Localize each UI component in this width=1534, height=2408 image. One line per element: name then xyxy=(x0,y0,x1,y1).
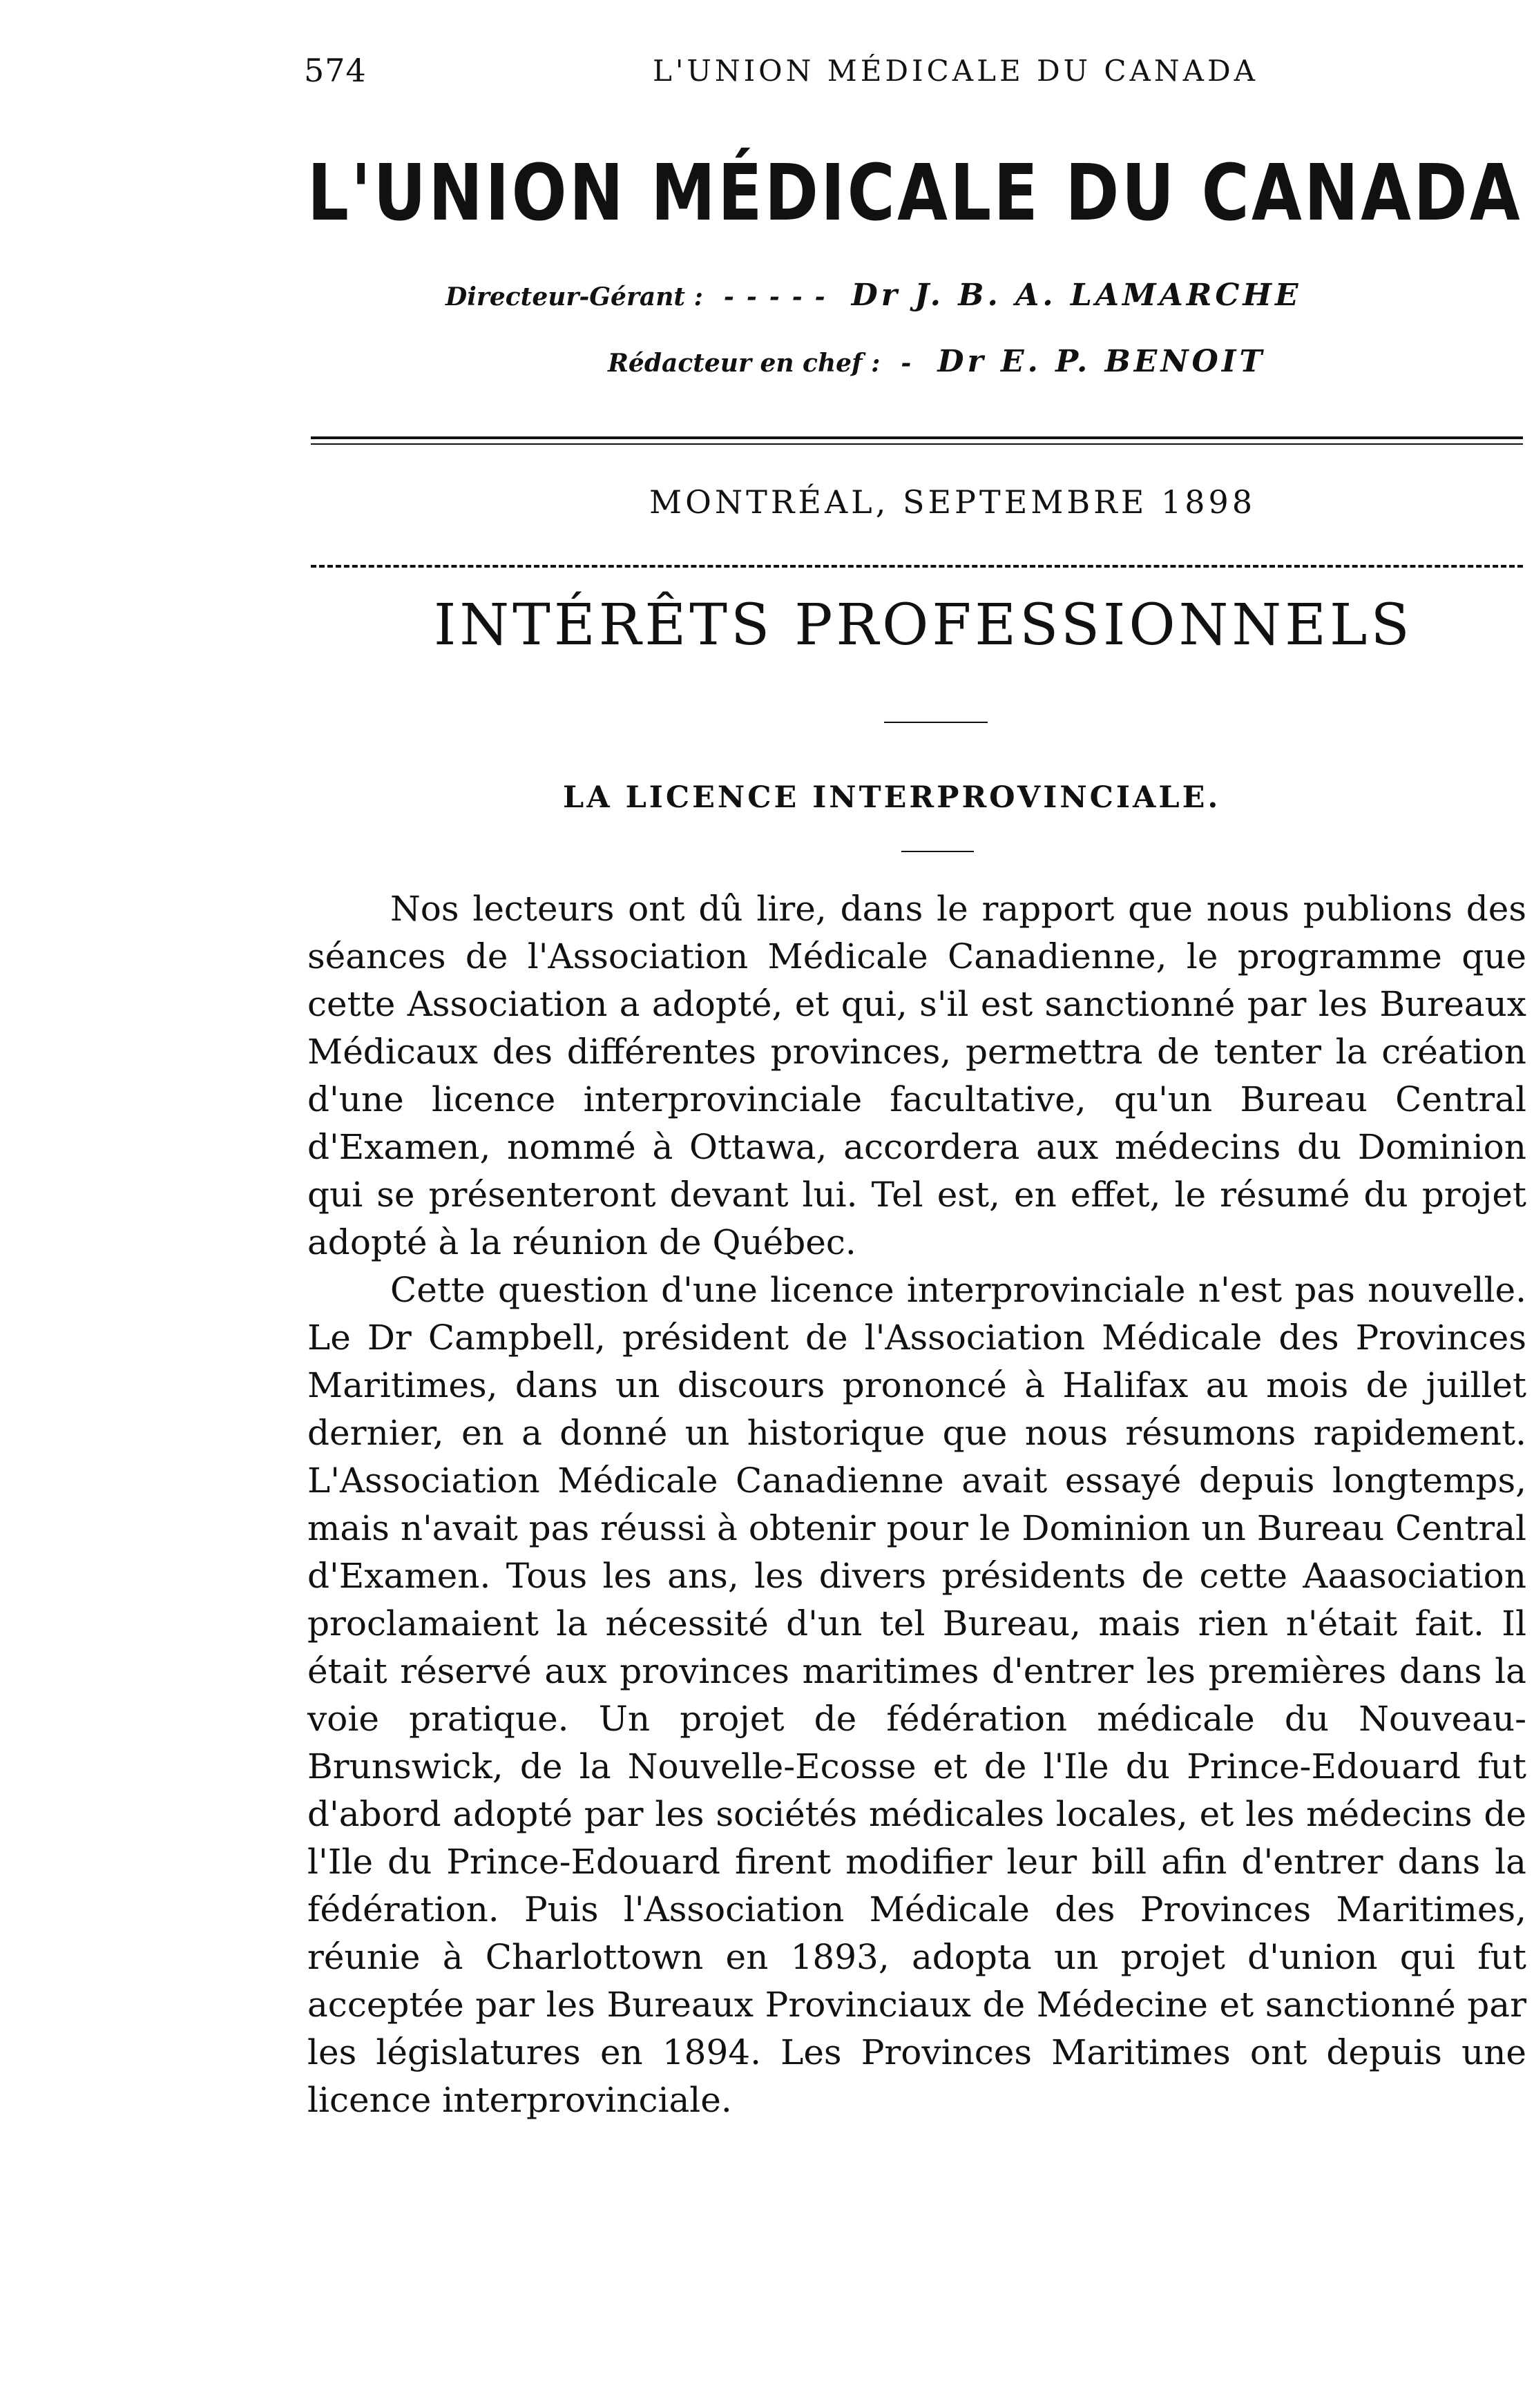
staff-name-director: Dr J. B. A. LAMARCHE xyxy=(851,278,1302,313)
section-title: INTÉRÊTS PROFESSIONNELS xyxy=(434,593,1413,658)
running-head-title: L'UNION MÉDICALE DU CANADA xyxy=(653,54,1258,88)
staff-name-editor: Dr E. P. BENOIT xyxy=(937,344,1266,379)
masthead-title: L'UNION MÉDICALE DU CANADA xyxy=(307,148,1523,238)
page-number: 574 xyxy=(304,52,367,89)
dateline: MONTRÉAL, SEPTEMBRE 1898 xyxy=(649,483,1256,521)
staff-line-director xyxy=(445,278,1302,313)
article-paragraph-2: Cette question d'une licence interprovinciale n'est pas nouvelle. Le Dr Campbell, président de l'Association Médicale des Provinces Maritimes, dans un discours prononcé à Halifax au mois de juillet dernier, en a donné un historique que nous résumons rapidement. L'Association Médicale Canadienne avait essayé depuis longtemps, mais n'avait pas réussi à obtenir pour le Dominion un Bureau Central d'Examen. Tous les ans, les divers présidents de cette Aaasociation proclamaient la nécessité d'un tel Bureau, mais rien n'était fait. Il était réservé aux provinces maritimes d'entrer les premières dans la voie pratique. Un projet de fédération médicale du Nouveau-Brunswick, de la Nouvelle-Ecosse et de l'Ile du Prince-Edouard fut d'abord adopté par les sociétés médicales locales, et les médecins de l'Ile du Prince-Edouard firent modifier leur bill afin d'entrer dans la fédération. Puis l'Association Médicale des Provinces Maritimes, réunie à Charlottown en 1893, adopta un projet d'union qui fut acceptée par les Bureaux Provinciaux de Médecine et sanctionné par les législatures en 1894. Les Provinces Maritimes ont depuis une licence interprovinciale. xyxy=(307,1270,1526,2120)
dateline-rule xyxy=(311,565,1523,568)
staff-role-editor: Rédacteur en chef : xyxy=(608,349,881,378)
dot-leader: - xyxy=(901,349,924,378)
staff-role-director: Directeur-Gérant : xyxy=(445,282,703,311)
article-title: LA LICENCE INTERPROVINCIALE. xyxy=(563,780,1221,815)
article-separator xyxy=(901,851,974,852)
masthead-rule-bottom xyxy=(311,443,1523,445)
article-body xyxy=(307,885,1526,2124)
staff-line-editor xyxy=(608,344,1265,379)
article-paragraph-1: Nos lecteurs ont dû lire, dans le rapport que nous publions des séances de l'Association Médicale Canadienne, le programme que cette Association a adopté, et qui, s'il est sanctionné par les Bureaux Médicaux des différentes provinces, permettra de tenter la création d'une licence interprovinciale facultative, qu'un Bureau Central d'Examen, nommé à Ottawa, accordera aux médecins du Dominion qui se présenteront devant lui. Tel est, en effet, le résumé du projet adopté à la réunion de Québec. xyxy=(307,889,1526,1262)
section-separator xyxy=(884,722,988,723)
masthead-rule-top xyxy=(311,436,1523,439)
dot-leader: ----- xyxy=(723,282,838,311)
